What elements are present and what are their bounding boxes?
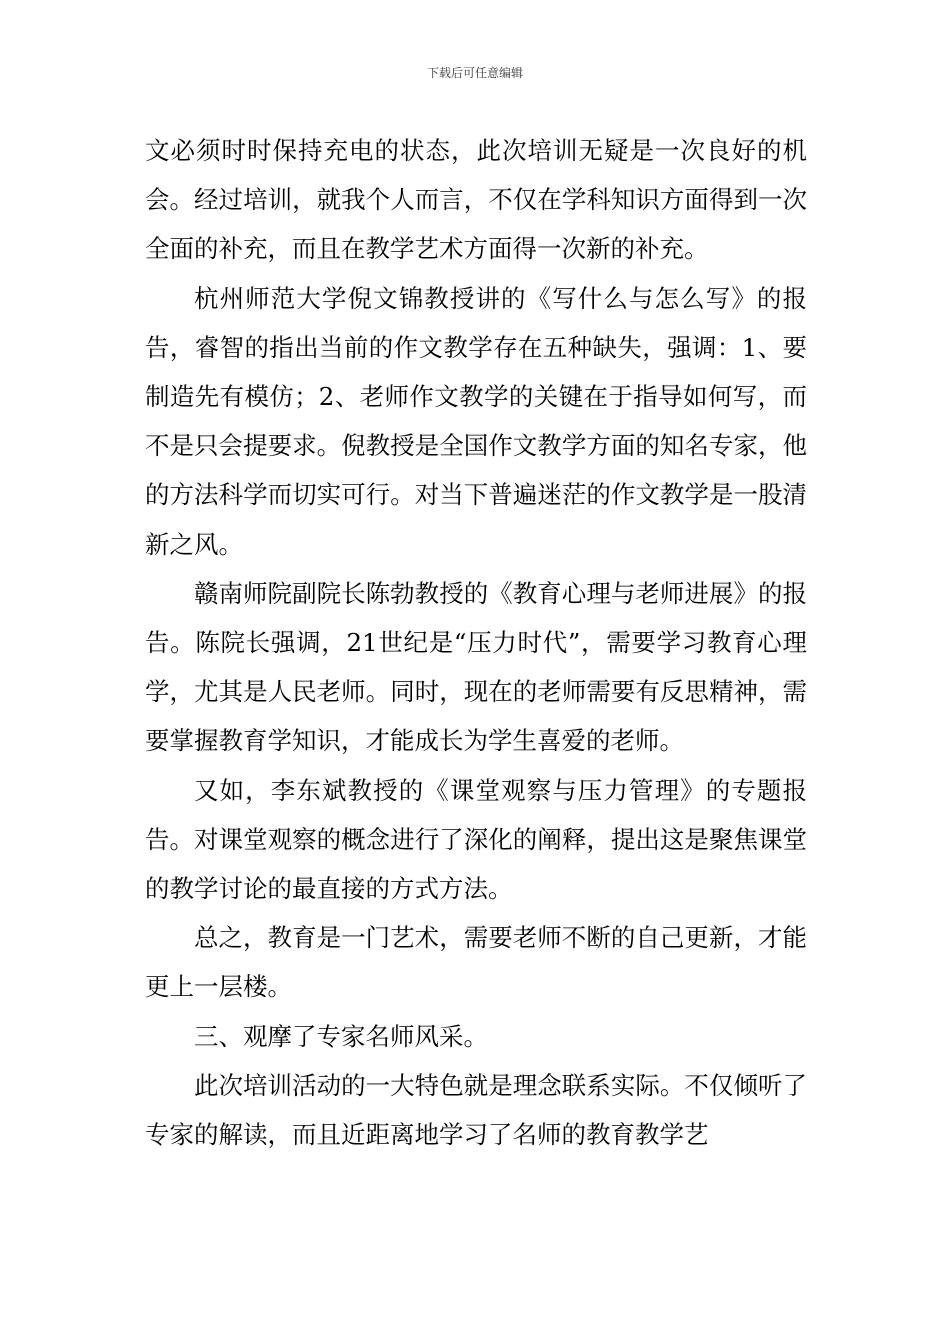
- page-header-note: 下载后可任意编辑: [426, 66, 523, 80]
- paragraph-ni-wenjin-report: 杭州师范大学倪文锦教授讲的《写什么与怎么写》的报告，睿智的指出当前的作文教学存在五种缺失，强调：1、要制造先有模仿；2、老师作文教学的关键在于指导如何写，而不是只会提要求。倪教授是全国作文教学方面的知名专家，他的方法科学而切实可行。对当下普遍迷茫的作文教学是一股清新之风。: [145, 283, 807, 559]
- paragraph-continuation: 文必须时时保持充电的状态，此次培训无疑是一次良好的机会。经过培训，就我个人而言，不仅在学科知识方面得到一次全面的补充，而且在教学艺术方面得一次新的补充。: [145, 136, 807, 264]
- paragraph-li-dongbin-report: 又如，李东斌教授的《课堂观察与压力管理》的专题报告。对课堂观察的概念进行了深化的阐释，提出这是聚焦课堂的教学讨论的最直接的方式方法。: [145, 775, 807, 904]
- document-body: [145, 126, 807, 1159]
- section-heading-3: 三、观摩了专家名师风采。: [194, 1021, 488, 1051]
- paragraph-summary: 总之，教育是一门艺术，需要老师不断的自己更新，才能更上一层楼。: [145, 923, 807, 1002]
- paragraph-training-feature: 此次培训活动的一大特色就是理念联系实际。不仅倾听了专家的解读，而且近距离地学习了名师的教育教学艺: [145, 1070, 807, 1150]
- paragraph-chen-bo-report: 赣南师院副院长陈勃教授的《教育心理与老师进展》的报告。陈院长强调，21世纪是“压力时代”，需要学习教育心理学，尤其是人民老师。同时，现在的老师需要有反思精神，需要掌握教育学知识，才能成长为学生喜爱的老师。: [145, 578, 807, 756]
